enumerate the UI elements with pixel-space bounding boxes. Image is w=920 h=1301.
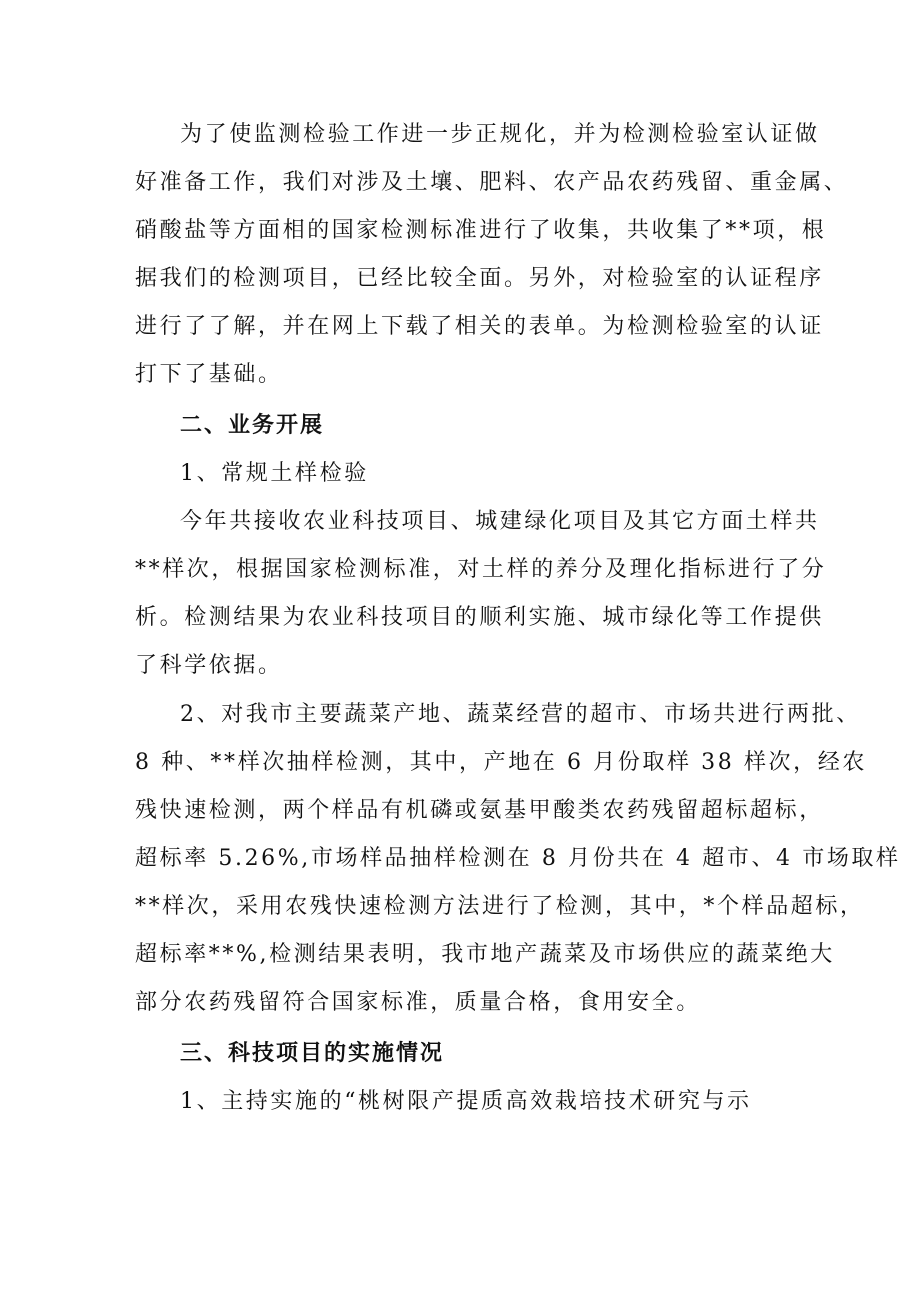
subheading-2-1: 1、常规土样检验 — [180, 461, 369, 486]
paragraph-2-2-line-2: 8 种、**样次抽样检测，其中，产地在 6 月份取样 38 样次，经农 — [135, 750, 867, 775]
paragraph-1-line-6: 打下了基础。 — [135, 362, 283, 387]
paragraph-1-line-2: 好准备工作，我们对涉及土壤、肥料、农产品农药残留、重金属、 — [135, 170, 849, 195]
paragraph-2-1-line-1: 今年共接收农业科技项目、城建绿化项目及其它方面土样共 — [180, 509, 820, 534]
paragraph-2-1-line-2: **样次，根据国家检测标准，对土样的养分及理化指标进行了分 — [135, 557, 827, 582]
paragraph-1-line-4: 据我们的检测项目，已经比较全面。另外，对检验室的认证程序 — [135, 266, 824, 291]
section-heading-3: 三、科技项目的实施情况 — [180, 1040, 445, 1066]
paragraph-1-line-3: 硝酸盐等方面相的国家检测标准进行了收集，共收集了**项，根 — [135, 218, 827, 243]
paragraph-2-2-line-1: 2、对我市主要蔬菜产地、蔬菜经营的超市、市场共进行两批、 — [180, 702, 861, 727]
paragraph-2-1-line-3: 析。检测结果为农业科技项目的顺利实施、城市绿化等工作提供 — [135, 605, 824, 630]
paragraph-2-2-line-7: 部分农药残留符合国家标准，质量合格，食用安全。 — [135, 990, 701, 1015]
paragraph-2-2-line-6: 超标率**%,检测结果表明，我市地产蔬菜及市场供应的蔬菜绝大 — [135, 942, 835, 967]
paragraph-1-line-1: 为了使监测检验工作进一步正规化，并为检测检验室认证做 — [180, 122, 820, 147]
paragraph-2-1-line-4: 了科学依据。 — [135, 653, 283, 678]
paragraph-2-2-line-5: **样次，采用农残快速检测方法进行了检测，其中，*个样品超标， — [135, 894, 865, 919]
paragraph-2-2-line-4: 超标率 5.26%,市场样品抽样检测在 8 月份共在 4 超市、4 市场取样 — [135, 846, 901, 871]
paragraph-2-2-line-3: 残快速检测，两个样品有机磷或氨基甲酸类农药残留超标超标， — [135, 798, 824, 823]
subheading-3-1: 1、主持实施的“桃树限产提质高效栽培技术研究与示 — [180, 1089, 752, 1114]
section-heading-2: 二、业务开展 — [180, 412, 325, 438]
paragraph-1-line-5: 进行了了解，并在网上下载了相关的表单。为检测检验室的认证 — [135, 314, 824, 339]
